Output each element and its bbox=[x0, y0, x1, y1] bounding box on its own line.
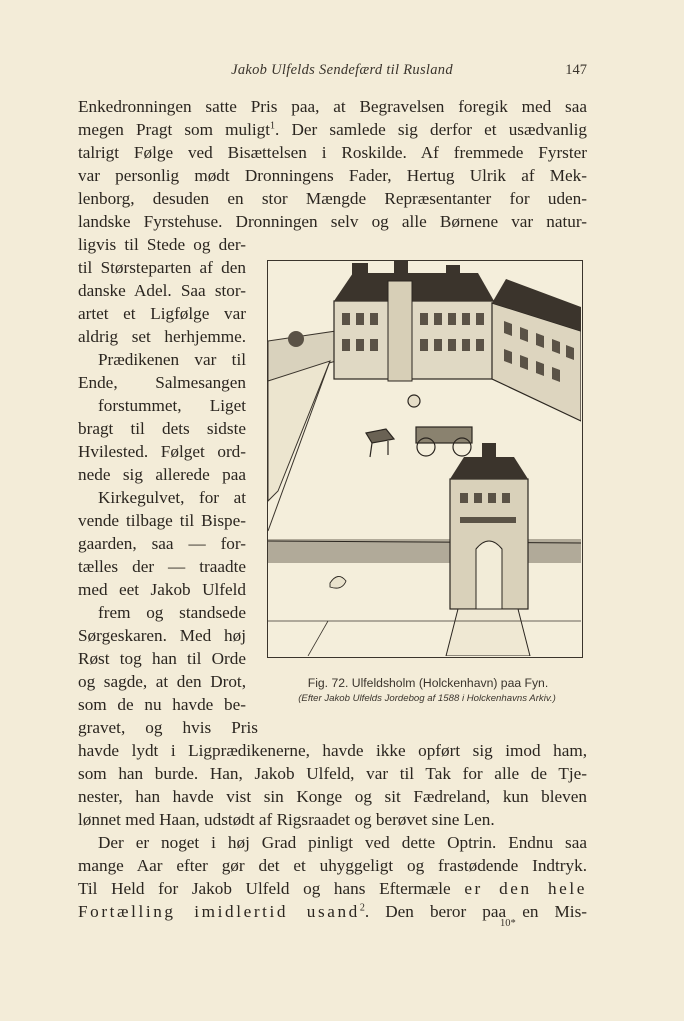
text-line: danske Adel. Saa stor- bbox=[78, 281, 246, 300]
text-line: gaarden, saa — for- bbox=[78, 534, 246, 553]
text-line bbox=[78, 878, 587, 900]
text-line: Røst tog han til Orde bbox=[78, 649, 246, 668]
text-line: forstummet, Liget bbox=[98, 396, 246, 415]
text-line: lenborg, desuden en stor Mængde Repræsentanter for uden- bbox=[78, 189, 587, 208]
text-line: landske Fyrstehuse. Dronningen selv og alle Børnene var natur- bbox=[78, 212, 587, 231]
text-line: Prædikenen var til bbox=[98, 350, 246, 369]
text-line: bragt til dets sidste bbox=[78, 419, 246, 438]
text-fragment: megen Pragt som muligt bbox=[78, 120, 271, 139]
emphasis-spaced: er den hele bbox=[464, 879, 587, 898]
text-line: vende tilbage til Bispe- bbox=[78, 511, 246, 530]
running-title: Jakob Ulfelds Sendefærd til Rusland bbox=[231, 62, 453, 78]
figure-caption: Fig. 72. Ulfeldsholm (Holckenhavn) paa Fyn. bbox=[307, 676, 549, 690]
footnote-ref: 1 bbox=[270, 120, 276, 132]
text-line: ligvis til Stede og der- bbox=[78, 235, 246, 254]
footnote-ref: 2 bbox=[359, 902, 365, 914]
text-line: lønnet med Haan, udstødt af Rigsraadet og berøvet sine Len. bbox=[78, 810, 495, 829]
text-line: som han burde. Han, Jakob Ulfeld, var til Tak for alle de Tje- bbox=[78, 764, 587, 783]
text-line: nede sig allerede paa bbox=[78, 465, 246, 484]
text-line: Enkedronningen satte Pris paa, at Begravelsen foregik med saa bbox=[78, 97, 587, 116]
text-line: var personlig mødt Dronningens Fader, Hertug Ulrik af Mek- bbox=[78, 166, 587, 185]
text-line: aldrig set herhjemme. bbox=[78, 327, 246, 346]
text-line: nester, han havde vist sin Konge og sit Fædreland, kun bleven bbox=[78, 787, 587, 806]
signature-mark: 10* bbox=[500, 918, 516, 929]
text-fragment: Til Held for Jakob Ulfeld og hans Eftermæle bbox=[78, 879, 465, 898]
text-line bbox=[78, 119, 587, 141]
text-line: mange Aar efter gør det et uhyggeligt og frastødende Indtryk. bbox=[78, 856, 587, 875]
figure-source: (Efter Jakob Ulfelds Jordebog af 1588 i Holckenhavns Arkiv.) bbox=[298, 693, 556, 704]
text-line: Der er noget i høj Grad pinligt ved dette Optrin. Endnu saa bbox=[98, 833, 587, 852]
text-line: Ende, Salmesangen bbox=[78, 373, 246, 392]
text-line: talrigt Følge ved Bisættelsen i Roskilde. Af fremmede Fyrster bbox=[78, 143, 587, 162]
text-line: som de nu havde be- bbox=[78, 695, 246, 714]
text-line: tælles der — traadte bbox=[78, 557, 246, 576]
text-fragment: . Der samlede sig derfor et usædvanlig bbox=[275, 120, 587, 139]
text-line: havde lydt i Ligprædikenerne, havde ikke opført sig imod ham, bbox=[78, 741, 587, 760]
text-line: og sagde, at den Drot, bbox=[78, 672, 246, 691]
text-line: artet et Ligfølge var bbox=[78, 304, 246, 323]
figure-ulfeldsholm-illustration bbox=[267, 260, 583, 658]
text-line: til Størsteparten af den bbox=[78, 258, 246, 277]
text-line: frem og standsede bbox=[98, 603, 246, 622]
text-line: Sørgeskaren. Med høj bbox=[78, 626, 246, 645]
text-line: gravet, og hvis Pris bbox=[78, 718, 258, 737]
text-fragment: . Den beror paa en Mis- bbox=[364, 902, 587, 921]
emphasis-spaced: Fortælling imidlertid usand bbox=[78, 902, 360, 921]
text-line: Hvilested. Følget ord- bbox=[78, 442, 246, 461]
text-line: Kirkegulvet, for at bbox=[98, 488, 246, 507]
text-line: med eet Jakob Ulfeld bbox=[78, 580, 246, 599]
castle-drawing bbox=[268, 261, 581, 656]
page-number: 147 bbox=[565, 62, 587, 78]
